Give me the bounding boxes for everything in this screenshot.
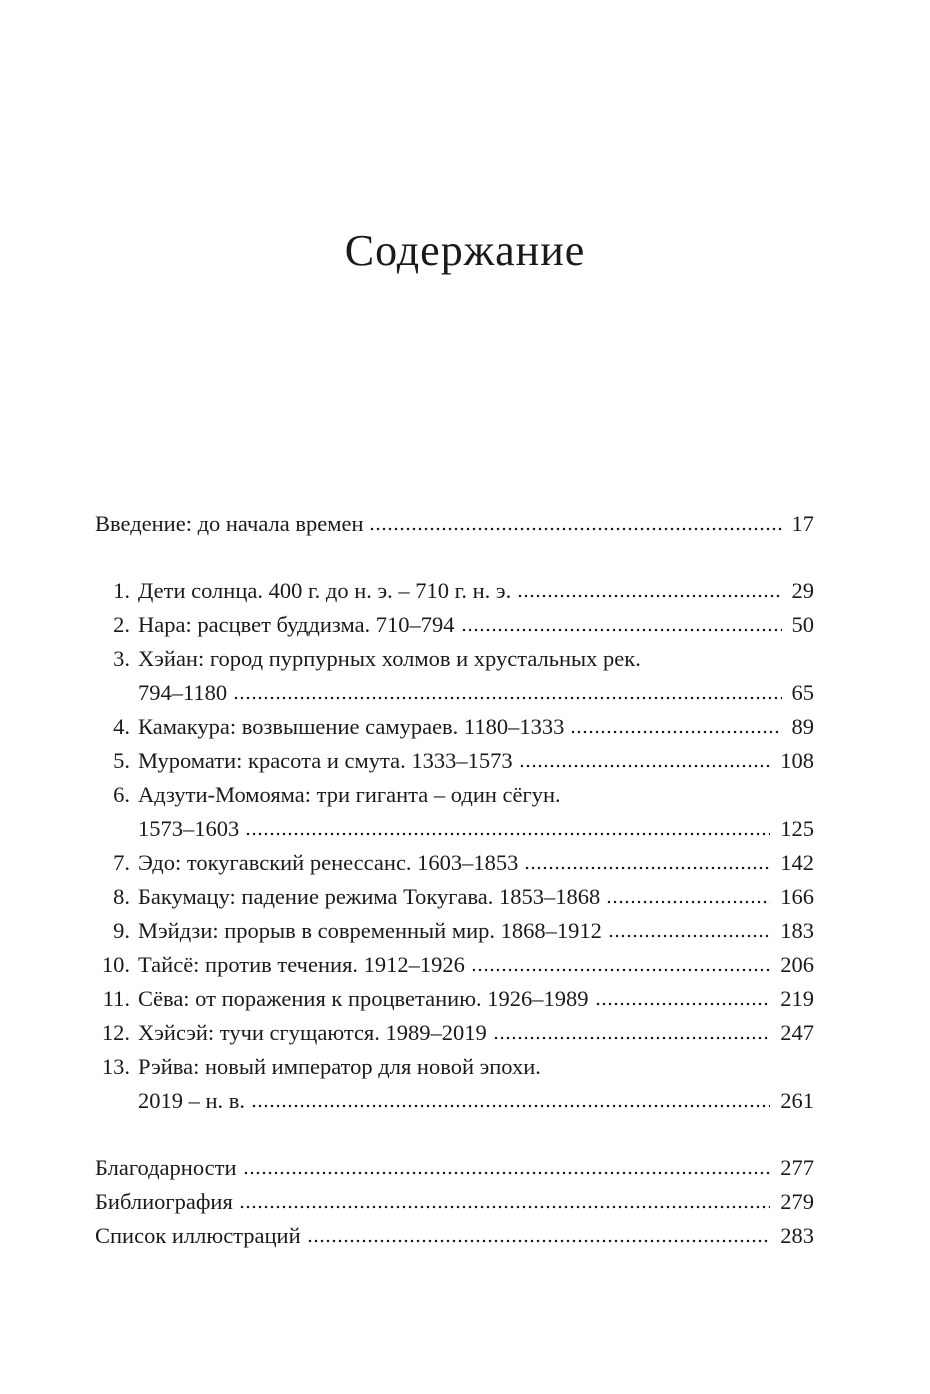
toc-entry-chapter-3-continuation: [95, 676, 814, 710]
toc-entry-title: Благодарности: [95, 1155, 237, 1180]
dot-leader: [608, 934, 770, 938]
toc-page-number: 65: [791, 680, 814, 705]
dot-leader: [570, 730, 781, 734]
toc-entry-title: Хэйсэй: тучи сгущаются. 1989–2019: [138, 1020, 487, 1045]
toc-entry-illustrations: [95, 1219, 814, 1253]
chapter-number: 1.: [113, 578, 130, 603]
toc-entry-title: Бакумацу: падение режима Токугава. 1853–1868: [138, 884, 601, 909]
toc-entry-chapter-4: [95, 710, 814, 744]
toc-entry-title: Адзути-Момояма: три гиганта – один сёгун.: [138, 782, 561, 807]
toc-entry-chapter-13-continuation: [95, 1084, 814, 1118]
toc-page-number: 277: [780, 1155, 814, 1180]
toc-entry-chapter-11: [95, 982, 814, 1016]
dot-leader: [471, 968, 770, 972]
toc-entry-title: Рэйва: новый император для новой эпохи.: [138, 1054, 541, 1079]
dot-leader: [519, 764, 771, 768]
dot-leader: [245, 832, 770, 836]
toc-page-number: 29: [791, 578, 814, 603]
toc-entry-chapter-5: [95, 744, 814, 778]
toc-entry-chapter-13: [95, 1050, 814, 1084]
toc-entry-chapter-7: [95, 846, 814, 880]
toc-entry-title: Тайсё: против течения. 1912–1926: [138, 952, 465, 977]
dot-leader: [517, 594, 781, 598]
toc-page-number: 183: [780, 918, 814, 943]
toc-entry-chapter-6-continuation: [95, 812, 814, 846]
toc-page-number: 206: [780, 952, 814, 977]
toc-entry-date-range: 794–1180: [138, 680, 228, 705]
toc-entry-date-range: 2019 – н. в.: [138, 1088, 246, 1113]
toc-page-number: 279: [780, 1189, 814, 1214]
toc-entry-title: Камакура: возвышение самураев. 1180–1333: [138, 714, 565, 739]
toc-entry-chapter-8: [95, 880, 814, 914]
toc-entry-title: Библиография: [95, 1189, 233, 1214]
dot-leader: [606, 900, 770, 904]
toc-entry-title: Эдо: токугавский ренессанс. 1603–1853: [138, 850, 519, 875]
chapter-number: 7.: [113, 850, 130, 875]
dot-leader: [239, 1205, 770, 1209]
toc-entry-acknowledgements: [95, 1151, 814, 1185]
toc-page-number: 166: [780, 884, 814, 909]
chapter-number: 10.: [101, 952, 130, 977]
chapter-number: 8.: [113, 884, 130, 909]
chapter-number: 5.: [113, 748, 130, 773]
dot-leader: [251, 1104, 770, 1108]
page-title: Содержание: [344, 226, 586, 276]
chapter-number: 4.: [113, 714, 130, 739]
dot-leader: [595, 1002, 771, 1006]
toc-entry-title: Нара: расцвет буддизма. 710–794: [138, 612, 455, 637]
chapter-number: 6.: [113, 782, 130, 807]
toc-entry-chapter-3: [95, 642, 814, 676]
chapter-number: 2.: [113, 612, 130, 637]
toc-entry-chapter-9: [95, 914, 814, 948]
toc-entry-intro: [95, 507, 814, 541]
toc-page-number: 108: [780, 748, 814, 773]
toc-entry-title: Дети солнца. 400 г. до н. э. – 710 г. н. э.: [138, 578, 512, 603]
toc-entry-title: Список иллюстраций: [95, 1223, 301, 1248]
chapter-number: 9.: [113, 918, 130, 943]
dot-leader: [493, 1036, 770, 1040]
dot-leader: [461, 628, 782, 632]
toc-entry-chapter-10: [95, 948, 814, 982]
chapter-number: 13.: [101, 1054, 130, 1079]
toc-entry-title: Хэйан: город пурпурных холмов и хрустальных рек.: [138, 646, 641, 671]
chapter-number: 3.: [113, 646, 130, 671]
toc-entry-chapter-2: [95, 608, 814, 642]
dot-leader: [243, 1171, 771, 1175]
toc-page-number: 219: [780, 986, 814, 1011]
toc-page-number: 125: [780, 816, 814, 841]
toc-entry-title: Сёва: от поражения к процветанию. 1926–1989: [138, 986, 589, 1011]
toc-page-number: 50: [791, 612, 814, 637]
toc-entry-chapter-6: [95, 778, 814, 812]
section-spacer: [95, 1118, 814, 1151]
toc-page-number: 247: [780, 1020, 814, 1045]
toc-page-number: 89: [791, 714, 814, 739]
toc-entry-chapter-1: [95, 574, 814, 608]
toc-entry-date-range: 1573–1603: [138, 816, 240, 841]
toc-entry-chapter-12: [95, 1016, 814, 1050]
chapter-number: 12.: [101, 1020, 130, 1045]
section-spacer: [95, 541, 814, 574]
toc-entry-bibliography: [95, 1185, 814, 1219]
chapter-number: 11.: [102, 986, 130, 1011]
toc-entry-title: Введение: до начала времен: [95, 511, 364, 536]
toc-page-number: 261: [780, 1088, 814, 1113]
toc-entry-title: Муромати: красота и смута. 1333–1573: [138, 748, 513, 773]
toc-entry-title: Мэйдзи: прорыв в современный мир. 1868–1912: [138, 918, 602, 943]
dot-leader: [369, 527, 781, 531]
toc-page-number: 17: [791, 511, 814, 536]
toc-page-number: 283: [780, 1223, 814, 1248]
toc-page-number: 142: [780, 850, 814, 875]
dot-leader: [307, 1239, 771, 1243]
dot-leader: [233, 696, 781, 700]
dot-leader: [524, 866, 770, 870]
table-of-contents: [95, 507, 814, 1253]
